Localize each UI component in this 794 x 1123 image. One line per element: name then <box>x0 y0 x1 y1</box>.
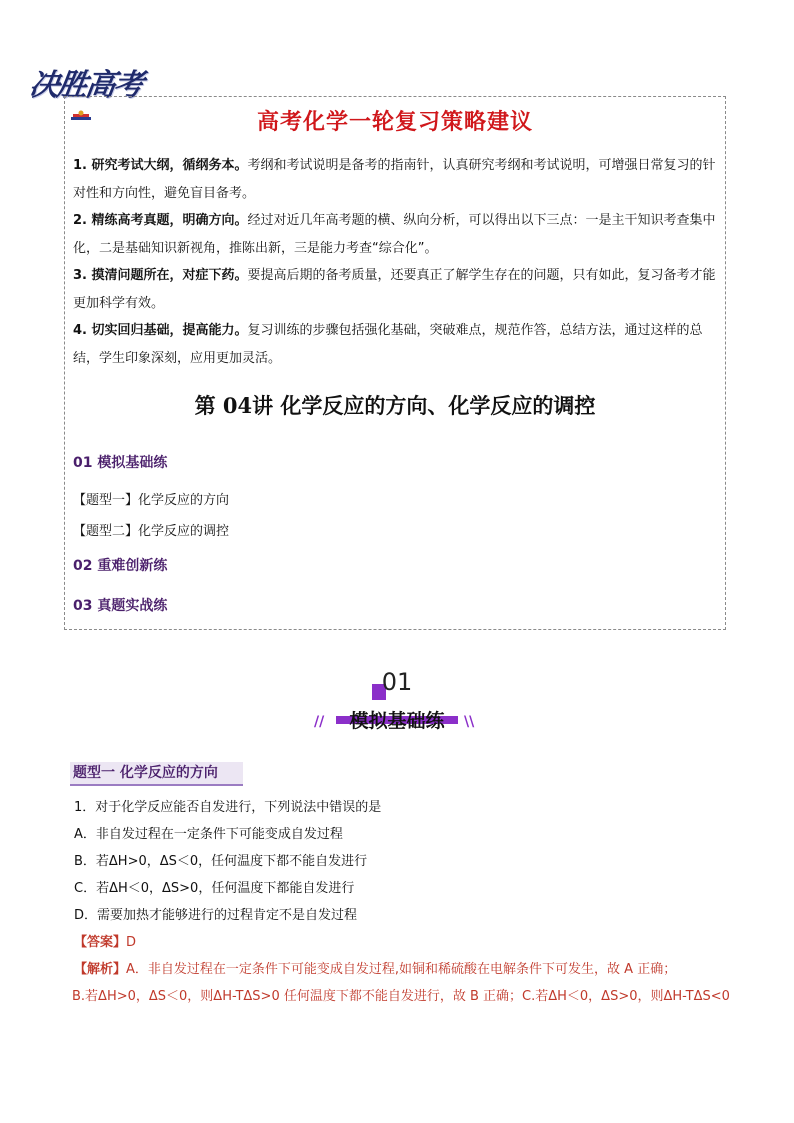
slash-right-decoration: \\ <box>464 714 475 730</box>
option-a: A．非自发过程在一定条件下可能变成自发过程 <box>74 827 343 842</box>
tip-1 <box>73 152 723 207</box>
option-b: B．若ΔH>0，ΔS＜0，任何温度下都不能自发进行 <box>74 854 368 869</box>
intro-box <box>64 96 726 630</box>
topic-heading: 题型一 化学反应的方向 <box>70 762 243 786</box>
slash-left-decoration: // <box>314 714 325 730</box>
answer-value: D <box>126 935 137 950</box>
lecture-prefix: 第 <box>194 394 216 418</box>
intro-title: 高考化学一轮复习策略建议 <box>256 110 533 135</box>
tip-4-heading: 4. 切实回归基础，提高能力。 <box>73 323 248 338</box>
answer-line <box>74 931 136 950</box>
toc-subsection-2[interactable]: 【题型二】化学反应的调控 <box>73 524 230 539</box>
tip-4 <box>73 317 723 372</box>
analysis-text-1: A．非自发过程在一定条件下可能变成自发过程,如铜和稀硫酸在电解条件下可发生，故 A 正确； <box>126 962 677 977</box>
analysis-line-1 <box>74 958 676 977</box>
answer-tag: 【答案】 <box>74 935 127 950</box>
strategy-tips <box>73 152 723 372</box>
toc-section-3[interactable]: 03 真题实战练 <box>73 598 168 614</box>
analysis-tag: 【解析】 <box>74 962 127 977</box>
lecture-number: 04 <box>222 393 253 418</box>
tip-3-heading: 3. 摸清问题所在，对症下药。 <box>73 268 248 283</box>
tip-2 <box>73 207 723 262</box>
option-d: D．需要加热才能够进行的过程肯定不是自发过程 <box>74 908 358 923</box>
section-title: 模拟基础练 <box>349 710 445 732</box>
tip-3 <box>73 262 723 317</box>
tip-2-heading: 2. 精练高考真题，明确方向。 <box>73 213 248 228</box>
tip-3-text: 要提高后期的备考质量，还要真正了解学生存在的问题，只有如此，复习备考才能更加科学有效。 <box>73 268 716 311</box>
toc-section-1[interactable]: 01 模拟基础练 <box>73 455 168 471</box>
tip-1-heading: 1. 研究考试大纲，循纲务本。 <box>73 158 248 173</box>
logo-text: 决胜高考 <box>27 68 144 103</box>
lecture-topic: 讲 化学反应的方向、化学反应的调控 <box>252 394 596 418</box>
section-number: 01 <box>381 668 413 696</box>
analysis-text-2: B.若ΔH>0，ΔS＜0，则ΔH-TΔS>0 任何温度下都不能自发进行，故 B 正确；C.若ΔH＜0，ΔS>0，则ΔH-TΔS<0 <box>72 989 730 1004</box>
toc-section-2[interactable]: 02 重难创新练 <box>73 558 168 574</box>
toc-subsection-1[interactable]: 【题型一】化学反应的方向 <box>73 493 230 508</box>
option-c: C．若ΔH＜0，ΔS>0，任何温度下都能自发进行 <box>74 881 355 896</box>
section-header <box>0 668 794 738</box>
tip-2-text: 经过对近几年高考题的横、纵向分析，可以得出以下三点：一是主干知识考查集中化，二是基础知识新视角，推陈出新，三是能力考查“综合化”。 <box>73 213 716 256</box>
tip-4-text: 复习训练的步骤包括强化基础，突破难点，规范作答，总结方法，通过这样的总结，学生印象深刻，应用更加灵活。 <box>73 323 703 366</box>
analysis-line-2 <box>72 985 730 1004</box>
tip-1-text: 考纲和考试说明是备考的指南针，认真研究考纲和考试说明，可增强日常复习的针对性和方向性，避免盲目备考。 <box>73 158 716 201</box>
question-stem: 1．对于化学反应能否自发进行，下列说法中错误的是 <box>74 800 382 815</box>
lecture-title <box>65 390 725 420</box>
